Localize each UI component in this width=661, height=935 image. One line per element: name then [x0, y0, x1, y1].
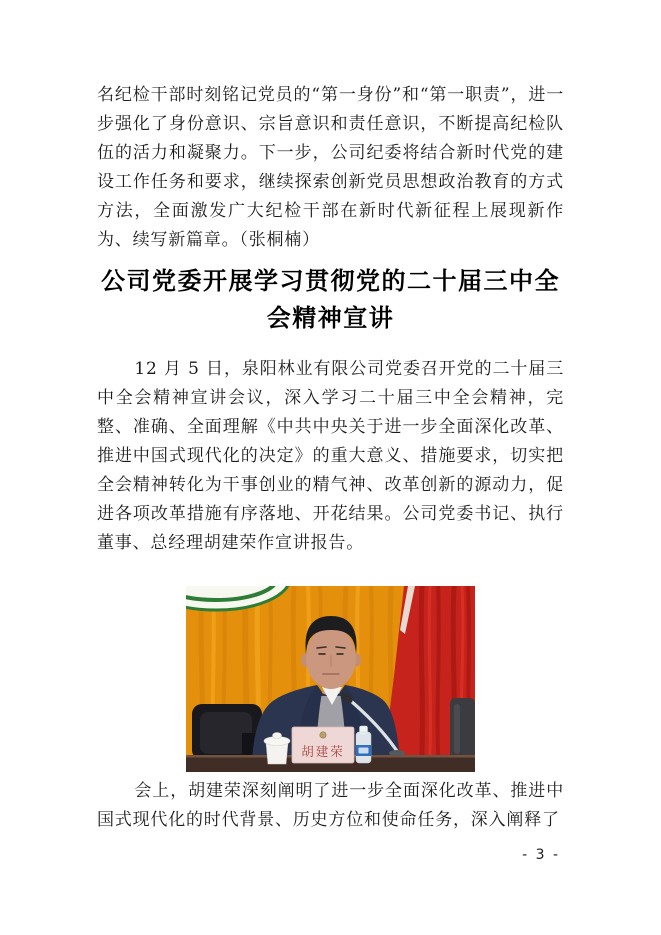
name-placard-text: 胡建荣	[301, 744, 345, 759]
article-paragraph-2: 会上，胡建荣深刻阐明了进一步全面深化改革、推进中国式现代化的时代背景、历史方位和使命任务，深入阐释了	[97, 781, 564, 830]
leather-chair-right	[450, 698, 475, 760]
page-number: - 3 -	[522, 847, 560, 863]
article-paragraph-1: 12 月 5 日，泉阳林业有限公司党委召开党的二十届三中全会精神宣讲会议，深入学习二十届三中全会精神，完整、准确、全面理解《中共中央关于进一步全面深化改革、推进中国式现代化的决定》的重大意义、措施要求，切实把全会精神转化为干事创业的精气神、改革创新的源动力，促进各项改革措施有序落地、开花结果。公司党委书记、执行董事、总经理胡建荣作宣讲报告。	[97, 359, 564, 553]
article-title: 公司党委开展学习贯彻党的二十届三中全会精神宣讲	[101, 268, 560, 332]
placard-emblem	[320, 732, 326, 738]
speaker-photo	[186, 586, 475, 772]
microphone-base	[389, 750, 405, 756]
name-placard	[292, 727, 354, 763]
paragraph-continuation: 名纪检干部时刻铭记党员的“第一身份”和“第一职责”，进一步强化了身份意识、宗旨意识和责任意识，不断提高纪检队伍的活力和凝聚力。下一步，公司纪委将结合新时代党的建设工作任务和要求，继续探索创新党员思想政治教育的方式方法，全面激发广大纪检干部在新时代新征程上展现新作为、续写新篇章。（张桐楠）	[97, 85, 564, 250]
